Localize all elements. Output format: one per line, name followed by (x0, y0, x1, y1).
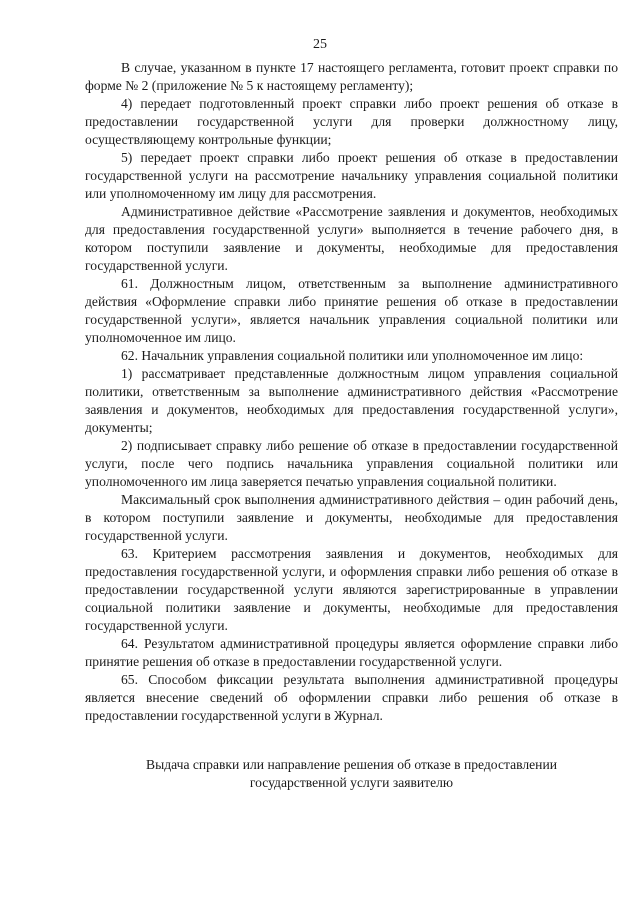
paragraph: 65. Способом фиксации результата выполнения административной процедуры является внесение сведений об оформлении справки либо решения об отказе в предоставлении государственной услуги в Журнал. (85, 672, 618, 723)
paragraph: Административное действие «Рассмотрение заявления и документов, необходимых для предоставления государственной услуги» выполняется в течение рабочего дня, в котором поступили заявление и документы, необходимые для предоставления государственной услуги. (85, 204, 618, 273)
page-number: 25 (313, 37, 327, 52)
section-heading (85, 756, 618, 792)
paragraph: 5) передает проект справки либо проект решения об отказе в предоставлении государственной услуги на рассмотрение начальнику управления социальной политики или уполномоченному им лицу для рассмотрения. (85, 150, 618, 201)
paragraph: 64. Результатом административной процедуры является оформление справки либо принятие решения об отказе в предоставлении государственной услуги. (85, 636, 618, 669)
paragraph: В случае, указанном в пункте 17 настоящего регламента, готовит проект справки по форме № 2 (приложение № 5 к настоящему регламенту); (85, 60, 618, 93)
paragraph: 62. Начальник управления социальной политики или уполномоченное им лицо: (121, 348, 584, 363)
document-body (85, 59, 618, 725)
paragraph: Максимальный срок выполнения административного действия – один рабочий день, в котором поступили заявление и документы, необходимые для предоставления государственной услуги. (85, 492, 618, 543)
paragraph: 61. Должностным лицом, ответственным за выполнение административного действия «Оформление справки либо принятие решения об отказе в предоставлении государственной услуги», является начальник управления социальной политики или уполномоченное им лицо. (85, 276, 618, 345)
paragraph: 63. Критерием рассмотрения заявления и документов, необходимых для предоставления государственной услуги, и оформления справки либо решения об отказе в предоставлении государственной услуги являются зарегистрированные в управлении социальной политики заявление и документы, необходимые для предоставления государственной услуги. (85, 546, 618, 633)
paragraph: 1) рассматривает представленные должностным лицом управления социальной политики, ответственным за выполнение административного действия «Рассмотрение заявления и документов, необходимых для предоставления государственной услуги», документы; (85, 366, 618, 435)
paragraph: 4) передает подготовленный проект справки либо проект решения об отказе в предоставлении государственной услуги для проверки должностному лицу, осуществляющему контрольные функции; (85, 96, 618, 147)
paragraph: 2) подписывает справку либо решение об отказе в предоставлении государственной услуги, после чего подпись начальника управления социальной политики или уполномоченного им лица заверяется печатью управления социальной политики. (85, 438, 618, 489)
section-heading-line: государственной услуги заявителю (249, 775, 454, 790)
section-heading-line: Выдача справки или направление решения об отказе в предоставлении (146, 757, 557, 772)
